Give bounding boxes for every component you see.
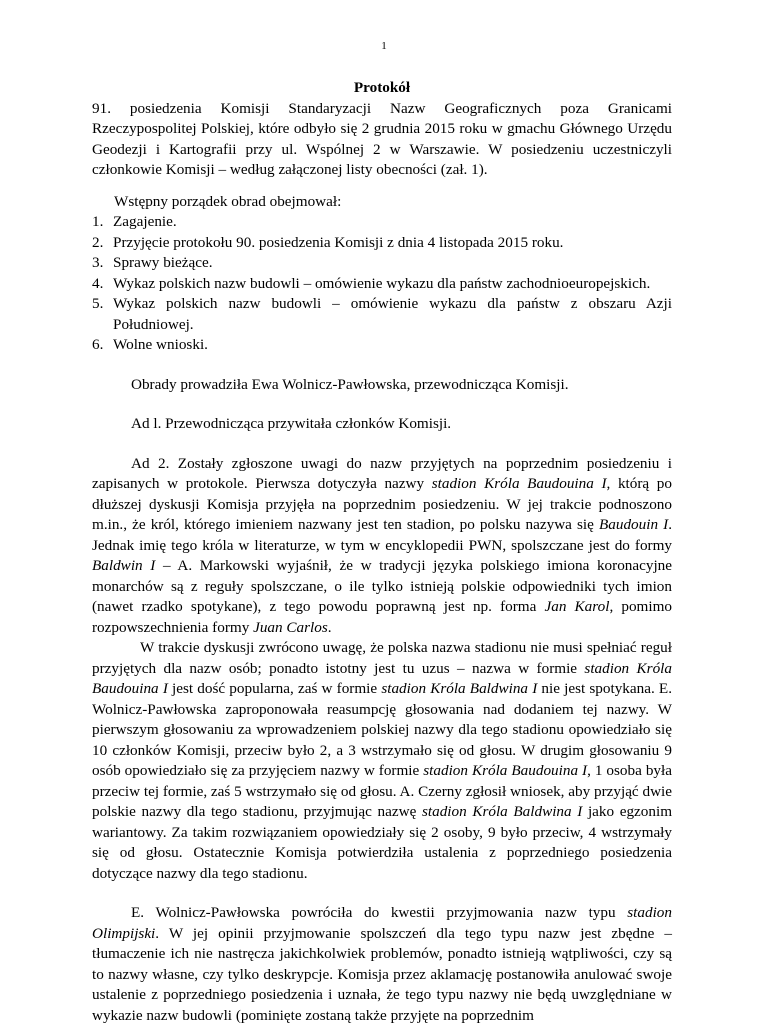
list-item: 5. Wykaz polskich nazw budowli – omówienie wykazu dla państw z obszaru Azji Południowej. — [92, 295, 672, 333]
list-item: 1. Zagajenie. — [92, 213, 177, 230]
list-item: 2. Przyjęcie protokołu 90. posiedzenia Komisji z dnia 4 listopada 2015 roku. — [92, 233, 564, 251]
list-item: 6. Wolne wnioski. — [92, 336, 208, 353]
agenda-heading: Wstępny porządek obrad obejmował: — [114, 192, 342, 210]
document-title: Protokół — [353, 79, 411, 96]
ad2-paragraph: Ad 2. Zostały zgłoszone uwagi do nazw przyjętych na poprzednim posiedzeniu i zapisanych w protokole. Pierwsza dotyczyła nazwy stadion Króla Baudouina I, którą po dłuższej dyskusji Komisja przyjęła na poprzednim posiedzeniu. W jej trakcie podnoszono m.in., że król, którego imieniem nazwany jest ten stadion, po polsku nazywa się Baudouin I. Jednak imię tego króla w literaturze, w tym w encyklopedii PWN, spolszczane jest do formy Baldwin I – A. Markowski wyjaśnił, że w tradycji języka polskiego imiona koronacyjne monarchów są z reguły spolszczane, o ile tylko istnieją polskie odpowiedniki tych imion (nawet rzadko spotykane), z tego powodu poprawną jest np. forma Jan Karol, pomimo rozpowszechnienia formy Juan Carlos. — [92, 454, 673, 636]
agenda-list — [92, 212, 672, 356]
page-number: 1 — [381, 40, 387, 52]
document-body — [92, 78, 672, 1026]
ad1-paragraph: Ad l. Przewodnicząca przywitała członków Komisji. — [131, 415, 452, 432]
olympic-stadium-paragraph: E. Wolnicz-Pawłowska powróciła do kwestii przyjmowania nazw typu stadion Olimpijski. W jej opinii przyjmowanie spolszczeń dla tego typu nazw jest zbędne – tłumaczenie ich nie nastręcza jakichkolwiek problemów, ponadto istnieją wątpliwości, czy są to nazwy własne, czy tylko deskrypcje. Komisja przez aklamację postanowiła anulować swoje ustalenie z poprzedniego posiedzenia i uznała, że tego typu nazwy nie będą uwzględniane w wykazie nazw budowli (pominięte zostaną także przyjęte na poprzednim — [92, 904, 672, 1024]
discussion-paragraph: W trakcie dyskusji zwrócono uwagę, że polska nazwa stadionu nie musi spełniać reguł przyjętych dla nazw osób; ponadto istotny jest tu uzus – nazwa w formie stadion Króla Baudouina I jest dość popularna, zaś w formie stadion Króla Baldwina I nie jest spotykana. E. Wolnicz-Pawłowska zaproponowała reasumpcję głosowania nad dodaniem tej nazwy. W pierwszym głosowaniu za wprowadzeniem polskiej nazwy dla tego stadionu opowiedziało się 10 członków Komisji, przeciw było 2, a 3 wstrzymało się od głosu. W drugim głosowaniu 9 osób opowiedziało się za przyjęciem nazwy w formie stadion Króla Baudouina I, 1 osoba była przeciw tej formie, zaś 5 wstrzymało się od głosu. A. Czerny zgłosił wniosek, aby przyjąć dwie polskie nazwy dla tego stadionu, przyjmując nazwę stadion Króla Baldwina I jako egzonim wariantowy. Za takim rozwiązaniem opowiedziały się 2 osoby, 9 było przeciw, 4 wstrzymały się od głosu. Ostatecznie Komisja potwierdziła ustalenia z poprzedniego posiedzenia dotyczące nazwy dla tego stadionu. — [92, 639, 673, 882]
list-item: 4. Wykaz polskich nazw budowli – omówienie wykazu dla państw zachodnioeuropejskich. — [92, 274, 651, 292]
list-item: 3. Sprawy bieżące. — [92, 254, 213, 271]
chair-paragraph: Obrady prowadziła Ewa Wolnicz-Pawłowska, przewodnicząca Komisji. — [131, 375, 569, 393]
intro-paragraph: 91. posiedzenia Komisji Standaryzacji Nazw Geograficznych poza Granicami Rzeczypospolitej Polskiej, które odbyło się 2 grudnia 2015 roku w gmachu Głównego Urzędu Geodezji i Kartografii przy ul. Wspólnej 2 w Warszawie. W posiedzeniu uczestniczyli członkowie Komisji – według załączonej listy obecności (zał. 1). — [92, 99, 672, 178]
